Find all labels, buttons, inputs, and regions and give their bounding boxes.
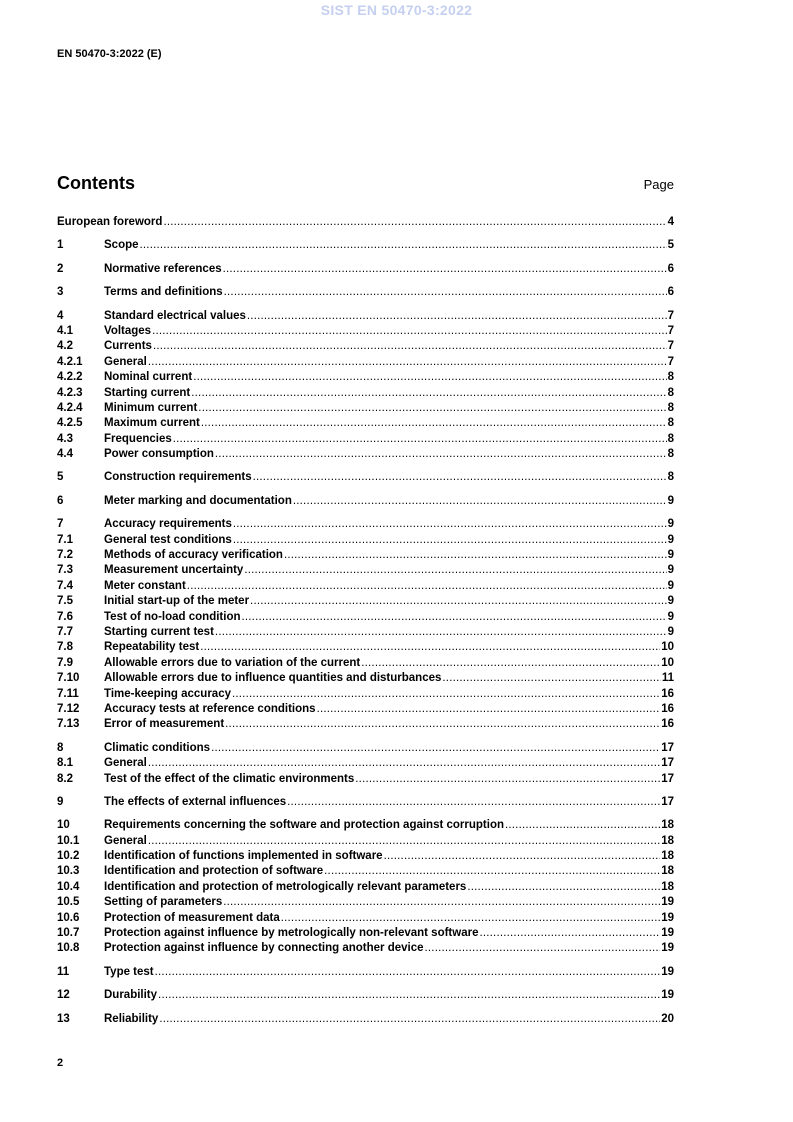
toc-dot-leader — [191, 386, 666, 401]
toc-entry-number: 4.2.4 — [57, 401, 83, 414]
toc-entry-number: 8.1 — [57, 757, 73, 770]
toc-entry-title: Type test — [104, 965, 154, 978]
toc-dot-leader — [225, 717, 660, 732]
page-number: 2 — [57, 1057, 64, 1069]
toc-entry-number: 10.1 — [57, 834, 80, 847]
toc-entry-title: The effects of external influences — [104, 795, 287, 808]
toc-dot-leader — [148, 756, 660, 771]
toc-entry-page: 19 — [661, 896, 674, 909]
toc-dot-leader — [479, 926, 660, 941]
toc-dot-leader — [442, 671, 660, 686]
toc-entry-number: 7.7 — [57, 625, 73, 638]
toc-dot-leader — [155, 965, 661, 980]
toc-entry[interactable] — [57, 864, 674, 879]
toc-entry-page: 11 — [661, 672, 674, 685]
toc-entry-title: Durability — [104, 989, 158, 1002]
toc-entry-number: 10.8 — [57, 942, 80, 955]
toc-entry-number: 4 — [57, 309, 64, 322]
toc-entry-page: 9 — [667, 579, 674, 592]
toc-entry-title: General test conditions — [104, 533, 232, 546]
toc-dot-leader — [242, 610, 667, 625]
toc-entry-number: 10.2 — [57, 850, 80, 863]
toc-entry-page: 17 — [661, 795, 674, 808]
toc-dot-leader — [224, 285, 667, 300]
toc-entry-number: 7.6 — [57, 610, 73, 623]
toc-entry-page: 18 — [661, 819, 674, 832]
table-of-contents — [57, 215, 674, 1027]
toc-dot-leader — [324, 864, 660, 879]
toc-entry[interactable] — [57, 238, 674, 253]
toc-entry-number: 4.4 — [57, 448, 73, 461]
toc-entry-title: Reliability — [104, 1012, 159, 1025]
toc-entry-title: Time-keeping accuracy — [104, 687, 231, 700]
toc-dot-leader — [163, 215, 666, 230]
toc-entry[interactable] — [57, 911, 674, 926]
toc-entry-number: 4.3 — [57, 432, 73, 445]
toc-entry-number: 4.2.2 — [57, 371, 83, 384]
toc-dot-leader — [250, 594, 667, 609]
toc-dot-leader — [148, 355, 667, 370]
toc-entry-page: 4 — [667, 216, 674, 228]
toc-entry-title: Test of no-load condition — [104, 610, 241, 623]
toc-entry-title: Methods of accuracy verification — [104, 549, 283, 562]
toc-entry-number: 10.7 — [57, 927, 80, 940]
toc-entry[interactable] — [57, 533, 674, 548]
toc-entry-page: 17 — [661, 757, 674, 770]
toc-entry-title: Allowable errors due to variation of the current — [104, 656, 361, 669]
toc-entry[interactable] — [57, 594, 674, 609]
toc-entry-title: Terms and definitions — [104, 286, 223, 299]
toc-entry-page: 18 — [661, 850, 674, 863]
toc-entry-page: 9 — [667, 549, 674, 562]
toc-dot-leader — [284, 548, 667, 563]
toc-entry[interactable] — [57, 880, 674, 895]
toc-entry-number: 2 — [57, 262, 64, 275]
toc-entry[interactable] — [57, 386, 674, 401]
toc-entry-title: Meter marking and documentation — [104, 494, 292, 507]
toc-entry-title: Starting current — [104, 386, 191, 399]
toc-entry-page: 7 — [667, 324, 674, 337]
toc-entry[interactable] — [57, 215, 674, 230]
toc-entry-title: Initial start-up of the meter — [104, 595, 250, 608]
toc-entry-page: 9 — [667, 595, 674, 608]
toc-dot-leader — [148, 834, 660, 849]
toc-entry-number: 10 — [57, 819, 70, 832]
toc-entry[interactable] — [57, 262, 674, 277]
toc-entry-number: 4.2.3 — [57, 386, 83, 399]
toc-entry-title: Accuracy tests at reference conditions — [104, 702, 316, 715]
toc-entry[interactable] — [57, 401, 674, 416]
toc-entry-number: 7 — [57, 518, 64, 531]
toc-dot-leader — [233, 517, 667, 532]
toc-entry[interactable] — [57, 895, 674, 910]
toc-entry[interactable] — [57, 563, 674, 578]
toc-dot-leader — [253, 470, 667, 485]
toc-dot-leader — [140, 238, 667, 253]
toc-entry-number: 9 — [57, 795, 64, 808]
toc-entry[interactable] — [57, 1012, 674, 1027]
toc-entry-title: Currents — [104, 340, 152, 353]
toc-entry-number: 7.8 — [57, 641, 73, 654]
toc-entry-page: 6 — [667, 262, 674, 275]
toc-entry[interactable] — [57, 610, 674, 625]
toc-dot-leader — [361, 656, 660, 671]
toc-entry-page: 18 — [661, 834, 674, 847]
toc-entry[interactable] — [57, 494, 674, 509]
toc-entry[interactable] — [57, 339, 674, 354]
toc-dot-leader — [201, 416, 667, 431]
toc-entry-page: 19 — [661, 927, 674, 940]
toc-dot-leader — [293, 494, 667, 509]
toc-entry-page: 9 — [667, 533, 674, 546]
toc-entry-title: Accuracy requirements — [104, 518, 232, 531]
toc-entry-page: 17 — [661, 772, 674, 785]
toc-entry-page: 7 — [667, 309, 674, 322]
toc-entry[interactable] — [57, 309, 674, 324]
toc-dot-leader — [355, 772, 660, 787]
toc-entry[interactable] — [57, 717, 674, 732]
toc-entry[interactable] — [57, 834, 674, 849]
toc-entry[interactable] — [57, 432, 674, 447]
toc-entry[interactable] — [57, 772, 674, 787]
toc-entry[interactable] — [57, 447, 674, 462]
toc-entry[interactable] — [57, 517, 674, 532]
toc-dot-leader — [215, 625, 667, 640]
toc-dot-leader — [244, 563, 666, 578]
toc-entry-number: 8 — [57, 741, 64, 754]
toc-entry-title: Starting current test — [104, 625, 214, 638]
toc-entry-title: Maximum current — [104, 417, 200, 430]
toc-entry[interactable] — [57, 324, 674, 339]
toc-entry-title: Meter constant — [104, 579, 186, 592]
toc-entry-page: 6 — [667, 286, 674, 299]
toc-entry-title: Minimum current — [104, 401, 198, 414]
toc-dot-leader — [200, 640, 660, 655]
toc-dot-leader — [153, 339, 667, 354]
toc-entry[interactable] — [57, 370, 674, 385]
toc-entry-number: 7.9 — [57, 656, 73, 669]
toc-entry-page: 19 — [661, 989, 674, 1002]
toc-entry-page: 7 — [667, 340, 674, 353]
toc-entry-title: Identification and protection of metrologically relevant parameters — [104, 880, 467, 893]
toc-entry-page: 9 — [667, 625, 674, 638]
toc-entry[interactable] — [57, 656, 674, 671]
toc-dot-leader — [425, 941, 661, 956]
toc-entry-number: 7.3 — [57, 564, 73, 577]
toc-entry-page: 8 — [667, 401, 674, 414]
toc-dot-leader — [211, 741, 660, 756]
toc-entry-title: General — [104, 834, 147, 847]
toc-dot-leader — [187, 579, 667, 594]
toc-entry-title: Identification of functions implemented in software — [104, 850, 383, 863]
toc-entry-page: 16 — [661, 718, 674, 731]
toc-entry-number: 4.2 — [57, 340, 73, 353]
toc-entry[interactable] — [57, 285, 674, 300]
toc-entry-page: 10 — [661, 641, 674, 654]
toc-entry-page: 9 — [667, 494, 674, 507]
toc-entry-page: 8 — [667, 386, 674, 399]
toc-entry-title: Normative references — [104, 262, 222, 275]
toc-entry-page: 20 — [661, 1012, 674, 1025]
toc-entry-number: 6 — [57, 494, 64, 507]
toc-dot-leader — [233, 533, 667, 548]
toc-dot-leader — [173, 432, 667, 447]
toc-entry-number: 7.12 — [57, 702, 80, 715]
toc-entry[interactable] — [57, 926, 674, 941]
toc-entry-number: 7.4 — [57, 579, 73, 592]
toc-entry-title: Protection against influence by metrologically non-relevant software — [104, 927, 479, 940]
toc-dot-leader — [232, 687, 660, 702]
toc-entry-number: 12 — [57, 989, 70, 1002]
toc-entry[interactable] — [57, 756, 674, 771]
toc-entry-page: 5 — [667, 239, 674, 252]
toc-entry-page: 18 — [661, 865, 674, 878]
toc-entry[interactable] — [57, 702, 674, 717]
page-column-heading: Page — [643, 177, 674, 192]
toc-entry-number: 4.2.5 — [57, 417, 83, 430]
toc-entry-title: European foreword — [57, 216, 163, 228]
toc-entry-number: 5 — [57, 471, 64, 484]
toc-entry-title: Identification and protection of software — [104, 865, 324, 878]
toc-entry-title: Allowable errors due to influence quantities and disturbances — [104, 672, 442, 685]
toc-entry-page: 9 — [667, 518, 674, 531]
toc-entry-page: 16 — [661, 702, 674, 715]
contents-title: Contents — [57, 173, 135, 193]
toc-entry-number: 7.11 — [57, 687, 79, 700]
toc-entry-page: 8 — [667, 417, 674, 430]
toc-entry-title: Test of the effect of the climatic environments — [104, 772, 355, 785]
toc-entry-title: Voltages — [104, 324, 152, 337]
toc-dot-leader — [247, 309, 667, 324]
toc-entry-page: 8 — [667, 448, 674, 461]
toc-entry[interactable] — [57, 741, 674, 756]
toc-entry-title: Scope — [104, 239, 139, 252]
toc-entry-number: 7.13 — [57, 718, 80, 731]
toc-entry-number: 10.4 — [57, 880, 80, 893]
toc-entry-number: 7.1 — [57, 533, 73, 546]
toc-entry-title: Measurement uncertainty — [104, 564, 244, 577]
toc-entry-number: 8.2 — [57, 772, 73, 785]
toc-entry-title: Protection against influence by connecting another device — [104, 942, 424, 955]
toc-entry-number: 11 — [57, 965, 70, 978]
toc-entry-page: 9 — [667, 564, 674, 577]
toc-entry-number: 7.2 — [57, 549, 73, 562]
toc-dot-leader — [467, 880, 660, 895]
toc-entry[interactable] — [57, 470, 674, 485]
toc-dot-leader — [505, 818, 660, 833]
toc-entry-number: 4.1 — [57, 324, 73, 337]
toc-entry-title: Requirements concerning the software and protection against corruption — [104, 819, 504, 832]
toc-entry[interactable] — [57, 687, 674, 702]
toc-entry[interactable] — [57, 416, 674, 431]
toc-dot-leader — [198, 401, 666, 416]
toc-entry-title: Protection of measurement data — [104, 911, 280, 924]
toc-entry[interactable] — [57, 965, 674, 980]
toc-entry[interactable] — [57, 548, 674, 563]
watermark: SIST EN 50470-3:2022 — [320, 2, 473, 18]
toc-dot-leader — [287, 795, 660, 810]
toc-entry[interactable] — [57, 640, 674, 655]
toc-dot-leader — [158, 988, 660, 1003]
toc-entry-title: Climatic conditions — [104, 741, 211, 754]
toc-entry-number: 10.5 — [57, 896, 80, 909]
toc-entry[interactable] — [57, 625, 674, 640]
toc-entry-title: Error of measurement — [104, 718, 225, 731]
toc-entry-page: 10 — [661, 656, 674, 669]
toc-entry-page: 19 — [661, 965, 674, 978]
toc-dot-leader — [215, 447, 667, 462]
toc-entry-number: 7.5 — [57, 595, 73, 608]
toc-entry-title: Repeatability test — [104, 641, 200, 654]
toc-dot-leader — [159, 1012, 660, 1027]
toc-entry-number: 1 — [57, 239, 64, 252]
toc-entry[interactable] — [57, 355, 674, 370]
toc-dot-leader — [223, 262, 667, 277]
toc-entry[interactable] — [57, 849, 674, 864]
toc-entry-title: Setting of parameters — [104, 896, 223, 909]
toc-entry-page: 17 — [661, 741, 674, 754]
toc-entry-page: 19 — [661, 911, 674, 924]
toc-entry-title: General — [104, 757, 147, 770]
toc-entry-page: 7 — [667, 355, 674, 368]
toc-dot-leader — [384, 849, 661, 864]
toc-entry-number: 13 — [57, 1012, 70, 1025]
toc-dot-leader — [193, 370, 666, 385]
toc-entry[interactable] — [57, 941, 674, 956]
toc-entry-title: Construction requirements — [104, 471, 252, 484]
toc-entry-number: 10.6 — [57, 911, 80, 924]
document-id: EN 50470-3:2022 (E) — [57, 48, 162, 60]
toc-entry-page: 8 — [667, 432, 674, 445]
toc-entry-title: Power consumption — [104, 448, 214, 461]
toc-entry-page: 16 — [661, 687, 674, 700]
toc-entry-title: Frequencies — [104, 432, 172, 445]
toc-entry-page: 8 — [667, 371, 674, 384]
toc-entry-number: 4.2.1 — [57, 355, 83, 368]
toc-entry-page: 8 — [667, 471, 674, 484]
toc-entry-number: 3 — [57, 286, 64, 299]
toc-entry-title: General — [104, 355, 147, 368]
toc-entry-page: 9 — [667, 610, 674, 623]
toc-dot-leader — [317, 702, 661, 717]
toc-entry[interactable] — [57, 818, 674, 833]
toc-entry-title: Nominal current — [104, 371, 193, 384]
toc-entry[interactable] — [57, 671, 674, 686]
toc-entry-page: 19 — [661, 942, 674, 955]
toc-dot-leader — [281, 911, 660, 926]
toc-entry[interactable] — [57, 795, 674, 810]
toc-dot-leader — [223, 895, 660, 910]
toc-entry-title: Standard electrical values — [104, 309, 246, 322]
toc-entry-number: 10.3 — [57, 865, 80, 878]
toc-dot-leader — [152, 324, 667, 339]
toc-entry[interactable] — [57, 579, 674, 594]
toc-entry-number: 7.10 — [57, 672, 80, 685]
toc-entry-page: 18 — [661, 880, 674, 893]
toc-entry[interactable] — [57, 988, 674, 1003]
